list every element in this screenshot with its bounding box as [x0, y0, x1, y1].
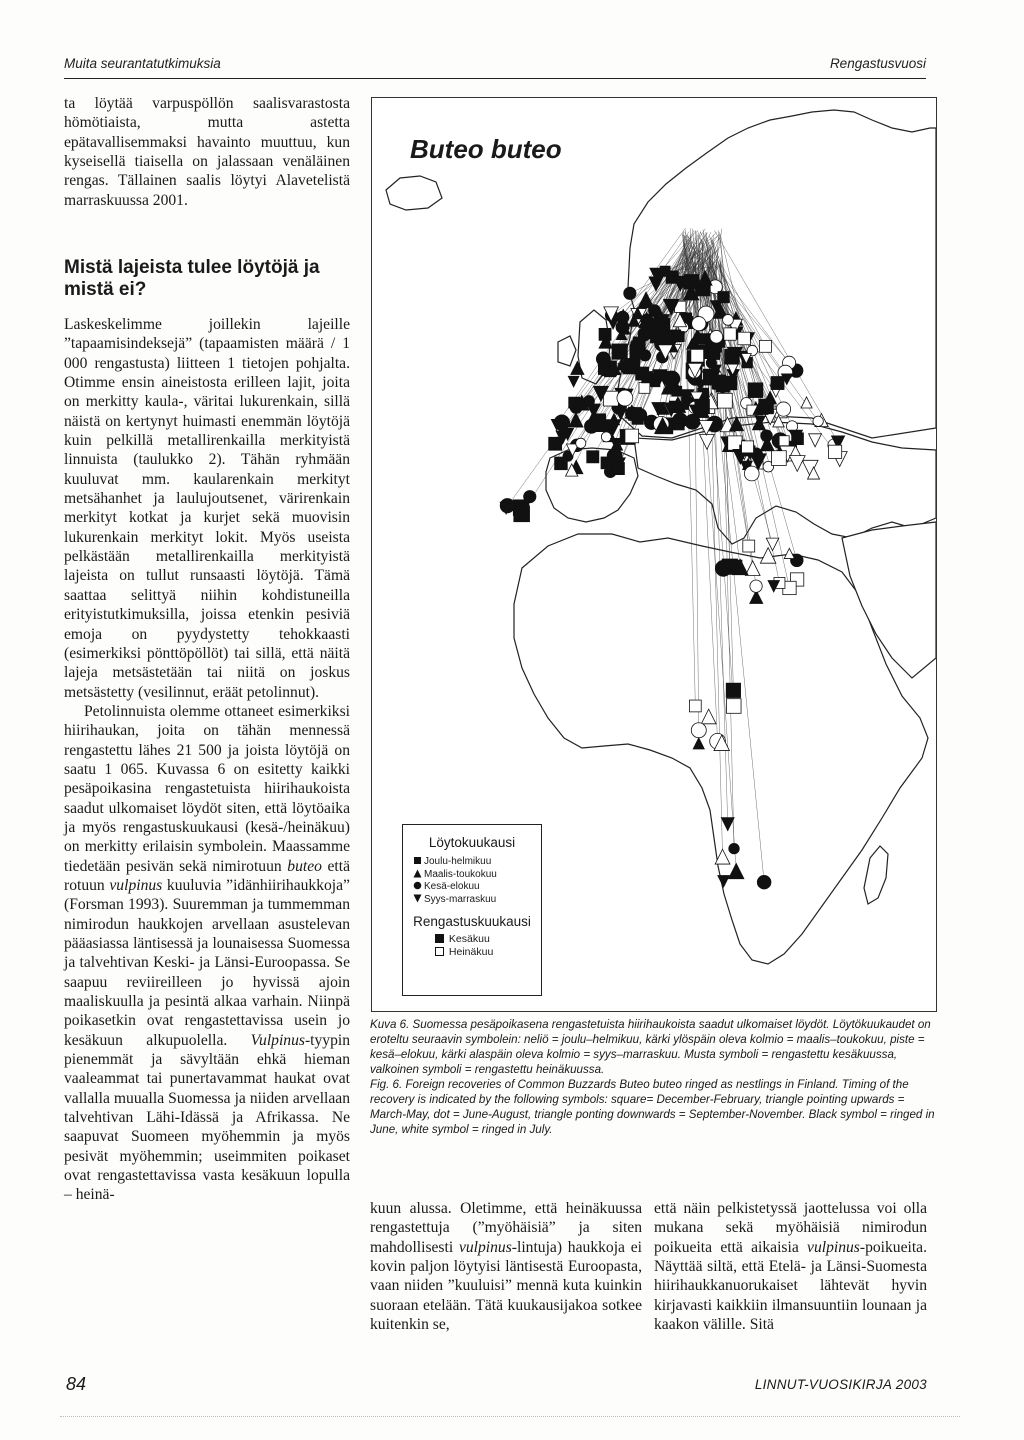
recovery-symbol: [639, 382, 650, 393]
recovery-symbol: [771, 377, 784, 390]
recovery-symbol: [744, 466, 759, 481]
column-2-paragraph: [370, 1199, 642, 1334]
legend-ring-label: Kesäkuu: [448, 933, 490, 945]
recovery-symbol: [664, 371, 680, 387]
dot-symbol-icon: [413, 881, 422, 890]
recovery-symbol: [784, 548, 794, 558]
recovery-symbol: [723, 314, 734, 325]
paragraph-2: [64, 702, 350, 1205]
recovery-symbol: [779, 436, 789, 446]
col3-text-a: että näin pelkistetyssä jaottelussa voi olla mukana sekä myöhäisiä nimirodun poikueita että aikaisia: [654, 1200, 927, 1256]
triangle-up-symbol-icon: [413, 869, 422, 878]
recovery-symbol: [587, 451, 599, 463]
intro-text: ta löytää varpuspöllön saalisvarastosta hömötiaista, mutta astetta epätavallisemmaksi havainto muuttuu, kun kyseisellä tiaisella on jalassaan venäläinen rengas. Tällainen saalis löytyi Alavetelistä marraskuussa 2001.: [64, 95, 350, 209]
caption-en-label: Fig. 6.: [370, 1078, 403, 1091]
page-number: 84: [66, 1374, 87, 1394]
recovery-symbol: [716, 379, 729, 392]
caption-finnish: [370, 1017, 936, 1077]
legend-find-label: Syys-marraskuu: [424, 893, 497, 905]
recovery-symbol: [691, 349, 704, 362]
recovery-symbol: [616, 311, 628, 323]
legend-ring-heading: Rengastuskuukausi: [413, 914, 531, 929]
recovery-symbol: [607, 449, 622, 464]
recovery-symbol: [748, 383, 763, 398]
p2-text-d: -tyypin pienemmät ja sävyltään ehkä hieman vaaleammat tai punertavammat haukat ovat vallalla muualla Suomessa ja niiden arvellaan talvehtivan Lähi-Idässä ja Afrikassa. Ne saapuvat Suomeen myöhemmin ja myös pesivät myöhemmin; useimmiten poikaset ovat rengastettavissa vasta kesäkuun lopulla – heinä-: [64, 1031, 350, 1204]
col2-text-a: kuun alussa. Oletimme, että heinäkuussa rengastettuja (”myöhäisiä” ja siten mahdollisesti: [370, 1200, 642, 1256]
legend-find-label: Kesä-elokuu: [424, 881, 480, 892]
white-square-icon: [435, 947, 444, 956]
p2-vulpinus-type: Vulpinus: [250, 1031, 305, 1049]
intro-paragraph: [64, 94, 350, 210]
recovery-symbol: [726, 683, 740, 697]
header-rule: [64, 78, 926, 79]
recovery-symbol: [692, 317, 706, 331]
column-2-body: [370, 1199, 642, 1334]
recovery-symbol: [674, 332, 684, 342]
p2-text-a: Petolinnuista olemme ottaneet esimerkiksi hiirihaukan, joita on tähän mennessä rengastettu lähes 21 500 ja joista löytöjä on saatu 1 065. Kuvassa 6 on esitetty kaikki pesäpoikasina rengastetuista hiirihaukoista saadut ulkomaiset löydöt siten, että löytöaika ja myös rengastuskuukausi (kesä-/heinäkuu) on merkitty erilaisin symbolein. Maassamme tiedetään pesivän sekä nimirotuun: [64, 702, 350, 875]
recovery-symbol: [708, 348, 720, 360]
recovery-symbol: [715, 560, 731, 576]
recovery-symbol: [742, 441, 754, 453]
col3-vulpinus: vulpinus: [807, 1238, 860, 1256]
iceland-land: [386, 176, 442, 210]
recovery-symbol: [500, 498, 514, 512]
recovery-symbol: [576, 438, 586, 448]
recovery-symbol: [718, 393, 733, 408]
recovery-symbol: [761, 430, 773, 442]
recovery-symbol: [685, 414, 700, 429]
col2-vulpinus: vulpinus: [458, 1238, 512, 1256]
recovery-symbol: [757, 875, 771, 889]
map-legend: [402, 824, 542, 996]
column-3-paragraph: [654, 1199, 927, 1334]
running-header-left: Muita seurantatutkimuksia: [64, 56, 221, 71]
legend-find-list: [413, 856, 541, 906]
recovery-map: [371, 97, 937, 1012]
recovery-symbol: [631, 339, 642, 350]
p2-text-c: kuuluvia ”idänhiirihaukkoja” (Forsman 1993). Suuremman ja tummemman nimirodun haukkojen arvellaan asustelevan pääasiassa läntisessä ja lounaisessa Suomessa ja talvehtivan Keski- ja Länsi-Euroopassa. Se saapuu reviireilleen jo hyvissä ajoin maaliskuulla ja pesintä alkaa varhain. Niinpä poikasetkin ovat rengastettavissa usein jo kesäkuun alkupuolella.: [64, 876, 350, 1049]
running-header-right: Rengastusvuosi: [829, 56, 926, 71]
journal-name: LINNUT-VUOSIKIRJA 2003: [754, 1377, 927, 1392]
col2-text-b: -lintuja) haukkoja ei kovin paljon löytyisi läntisestä Euroopasta, vaan niiden ”kuuluisi” mennä kuta kuinkin suoraan etelään. Tätä kuukausijakoa sotkee kuitenkin se,: [370, 1238, 642, 1334]
col3-text-b: -poikueita. Näyttää siltä, että Etelä- ja Länsi-Suomesta hiirihaukkanuorukaiset lähtevät hyvin kirjavasti kaikkiin ilmansuuntiin lounaan ja kaakon välille. Sitä: [654, 1238, 927, 1334]
recovery-symbol: [555, 457, 568, 470]
column-1-body: [64, 315, 350, 1205]
recovery-symbol: [624, 287, 636, 299]
recovery-symbol: [776, 402, 790, 416]
recovery-symbol: [691, 723, 706, 738]
legend-ring-row: [435, 946, 541, 959]
black-square-icon: [435, 934, 444, 943]
recovery-symbol: [639, 350, 650, 361]
recovery-symbol: [828, 445, 841, 458]
legend-find-label: Maalis-toukokuu: [424, 868, 497, 880]
recovery-symbol: [760, 340, 772, 352]
recovery-symbol: [724, 328, 736, 340]
p2-buteo: buteo: [287, 857, 322, 875]
recovery-symbol: [549, 437, 562, 450]
recovery-symbol: [598, 363, 610, 375]
ireland-land: [558, 336, 576, 366]
p2-text-b: että rotuun: [64, 857, 351, 894]
legend-find-row: [413, 856, 541, 869]
caption-english: [370, 1077, 936, 1137]
legend-find-row: [413, 881, 541, 894]
bottom-edge: [60, 1416, 960, 1417]
recovery-symbol: [617, 390, 633, 406]
recovery-symbol: [772, 451, 787, 466]
recovery-symbol: [726, 699, 741, 714]
legend-find-row: [413, 869, 541, 882]
square-symbol-icon: [413, 856, 422, 865]
recovery-symbol: [689, 700, 701, 712]
legend-ring-label: Heinäkuu: [448, 946, 494, 958]
recovery-symbol: [813, 416, 823, 426]
figure-caption: [370, 1017, 936, 1137]
legend-ring-row: [435, 933, 541, 946]
recovery-symbol: [601, 432, 611, 442]
paragraph-1: Laskeskelimme joillekin lajeille ”tapaamisindeksejä” (tapaamisten määrä / 1 000 rengastusta) liitteen 1 tietojen pohjalta. Otimme ensin aineistosta erilleen lajit, joita on merkitty kaula-, väritai lukurenkain, sillä näistä on kertynyt huimasti enemmän löytöjä kuin pelkillä metallirenkailla merkityistä linnuista (taulukko 2). Tähän ryhmään kuuluvat mm. kaularenkain merkityt metsähanhet ja laulujoutsenet, värirenkain merkityt kotkat ja kurjet sekä muovisin lukurenkain merkityt lokit. Myös useista pelkästään metallirenkailla merkityistä lajeista on tullut runsaasti löytöjä. Tämä saattaa selittyä niihin kohdistuneilla erityistutkimuksilla, joissa etenkin pesiviä emoja on pyydystetty tehokkaasti (esimerkiksi pönttöpöllöt) tai sillä, että näitä lajeja metsästetään tai niitä on joskus metsästetty (vesilinnut, eräät petolinnut).: [64, 316, 350, 701]
recovery-symbol: [663, 331, 674, 342]
triangle-down-symbol-icon: [413, 894, 422, 903]
p2-vulpinus: vulpinus: [109, 876, 163, 894]
recovery-symbol: [514, 506, 530, 522]
madagascar-land: [864, 846, 888, 904]
recovery-symbol: [625, 429, 639, 443]
caption-fi-text: Suomessa pesäpoikasena rengastetuista hiirihaukoista saadut ulkomaiset löydöt. Löytökuukaudet on eroteltu seuraavin symbolein: neliö = joulu–helmikuu, kärki ylöspäin oleva kolmio = maalis–toukokuu, piste = kesä–elokuu, kärki alaspäin oleva kolmio = syys–marraskuu. Musta symboli = rengastettu kesäkuussa, valkoinen symboli = rengastettu heinäkuussa.: [370, 1018, 931, 1076]
recovery-symbol: [642, 372, 653, 383]
recovery-symbol: [650, 331, 662, 343]
recovery-symbol: [750, 580, 762, 592]
legend-find-row: [413, 894, 541, 907]
caption-en-text: Foreign recoveries of Common Buzzards Buteo buteo ringed as nestlings in Finland. Timing of the recovery is indicated by the following symbols: square= December-February, triangle pointing upwards = March-May, dot = June-August, triangle ponting downwards = September-November. Black symbol = ringed in June, white symbol = ringed in July.: [370, 1078, 935, 1136]
recovery-symbol: [729, 843, 740, 854]
recovery-symbol: [634, 409, 647, 422]
column-3-body: [654, 1199, 927, 1334]
legend-ring-list: [435, 933, 541, 959]
recovery-symbol: [738, 332, 751, 345]
recovery-symbol: [672, 418, 684, 430]
recovery-symbol: [568, 376, 579, 387]
recovery-symbol: [759, 399, 774, 414]
recovery-symbol: [604, 391, 619, 406]
legend-find-heading: Löytokuukausi: [428, 835, 516, 850]
section-heading: Mistä lajeista tulee löytöjä ja mistä ei?: [64, 257, 320, 300]
recovery-symbol: [710, 330, 723, 343]
recovery-symbol: [695, 399, 710, 414]
recovery-symbol: [743, 540, 755, 552]
caption-fi-label: Kuva 6.: [370, 1018, 410, 1031]
legend-find-label: Joulu-helmikuu: [424, 856, 492, 867]
recovery-symbol: [569, 413, 583, 427]
map-title: Buteo buteo: [410, 134, 562, 164]
recovery-symbol: [612, 344, 627, 359]
recovery-symbol: [660, 266, 670, 276]
